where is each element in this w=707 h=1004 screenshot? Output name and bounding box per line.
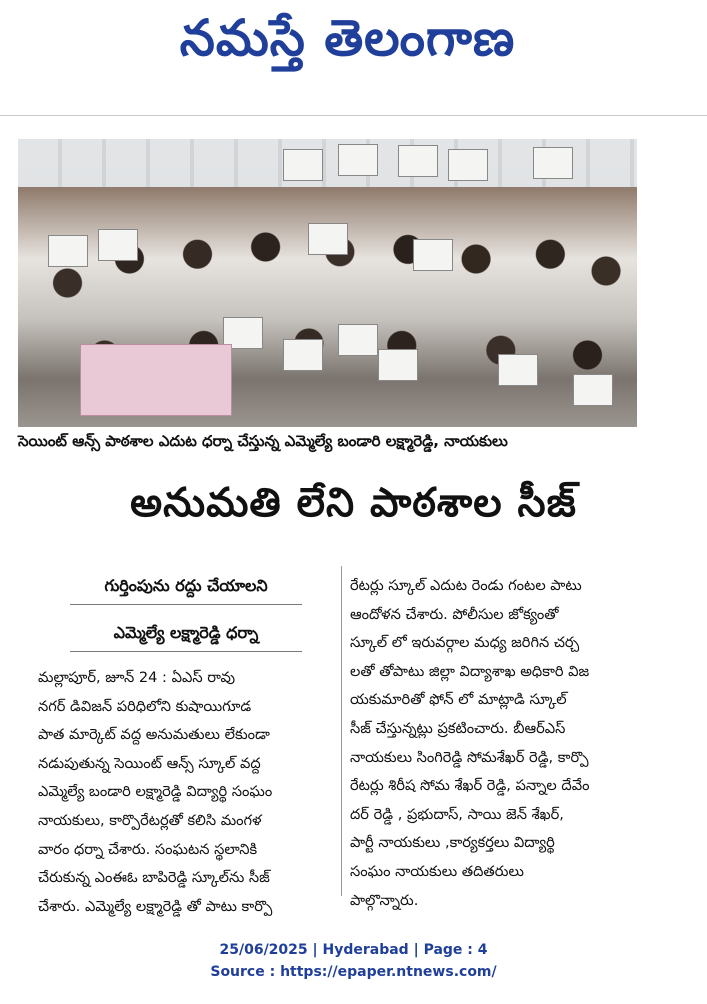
party-banner [80, 344, 232, 416]
masthead [0, 0, 707, 88]
left-body-text [38, 664, 334, 921]
body-line: నడుపుతున్న సెయింట్ ఆన్స్ స్కూల్ వద్ద [38, 754, 261, 772]
body-line: యకుమారితో ఫోన్ లో మాట్లాడి స్కూల్ [350, 691, 567, 709]
body-line: చేశారు. ఎమ్మెల్యే లక్ష్మారెడ్డి తో పాటు కార్పొ [38, 897, 273, 915]
placard [448, 149, 488, 181]
body-line: ఎమ్మెల్యే బండారి లక్ష్మారెడ్డి విద్యార్థి సంఘం [38, 783, 273, 801]
body-line: నాయకులు సింగిరెడ్డి సోమశేఖర్ రెడ్డి, కార్పొ [350, 748, 589, 766]
article-subhead [38, 570, 334, 652]
footer-date-edition: 25/06/2025 | Hyderabad | Page : 4 [219, 942, 488, 958]
placard [413, 239, 453, 271]
article-left-column [38, 570, 334, 921]
placard [378, 349, 418, 381]
placard [48, 235, 88, 267]
subhead-underline [70, 651, 302, 652]
body-line: పాత మార్కెట్ వద్ద అనుమతులు లేకుండా [38, 726, 270, 744]
placard [308, 223, 348, 255]
subhead-line-2: ఎమ్మెల్యే లక్ష్మారెడ్డి ధర్నా [113, 623, 259, 642]
article-headline: అనుమతి లేని పాఠశాల సీజ్ [130, 480, 577, 526]
placard [398, 145, 438, 177]
body-line: నాయకులు, కార్పొరేటర్లతో కలిసి మంగళ [38, 811, 262, 829]
placard [533, 147, 573, 179]
column-divider [341, 566, 342, 896]
subhead-line-1: గుర్తింపును రద్దు చేయాలని [104, 576, 268, 595]
placard [283, 149, 323, 181]
body-line: నగర్ డివిజన్ పరిధిలోని కుషాయిగూడ [38, 697, 252, 715]
footer-source: Source : https://epaper.ntnews.com/ [210, 964, 497, 980]
body-line: సంఘం నాయకులు తదితరులు [350, 862, 524, 880]
body-line: రేటర్లు శిరీష సోమ శేఖర్ రెడ్డి, పన్నాల దేవేం [350, 777, 590, 795]
protest-photo [18, 139, 637, 427]
body-line: మల్లాపూర్, జూన్ 24 : ఏఎస్ రావు [38, 669, 236, 686]
body-line: రేటర్లు స్కూల్ ఎదుట రెండు గంటల పాటు [350, 577, 582, 594]
placard [338, 324, 378, 356]
photo-caption: సెయింట్ ఆన్స్ పాఠశాల ఎదుట ధర్నా చేస్తున్న ఎమ్మెల్యే బండారి లక్ష్మారెడ్డి, నాయకులు [18, 432, 508, 450]
body-line: చేరుకున్న ఎంఈఓ బాపిరెడ్డి స్కూల్‌ను సీజ్ [38, 869, 270, 887]
body-line: స్కూల్ లో ఇరువర్గాల మధ్య జరిగిన చర్చ [350, 634, 580, 652]
body-line: పార్టీ నాయకులు ,కార్యకర్తలు విద్యార్థి [350, 834, 555, 852]
placard [498, 354, 538, 386]
placard [98, 229, 138, 261]
subhead-underline [70, 604, 302, 605]
body-line: వారం ధర్నా చేశారు. సంఘటన స్థలానికి [38, 840, 258, 858]
placard [283, 339, 323, 371]
placard [338, 144, 378, 176]
body-line: సీజ్ చేస్తున్నట్లు ప్రకటించారు. బీఆర్ఎస్ [350, 719, 566, 737]
page-footer [0, 938, 707, 982]
body-line: పాల్గొన్నారు. [350, 891, 419, 909]
right-body-text [350, 572, 640, 915]
body-line: లతో తోపాటు జిల్లా విద్యాశాఖ అధికారి విజ [350, 662, 590, 680]
article-right-column [350, 572, 640, 915]
masthead-divider [0, 115, 707, 116]
body-line: ఆందోళన చేశారు. పోలీసుల జోక్యంతో [350, 605, 559, 623]
placard [573, 374, 613, 406]
body-line: దర్ రెడ్డి , ప్రభుదాస్, సాయి జెన్ శేఖర్, [350, 805, 564, 823]
newspaper-title: నమస్తే తెలంగాణ [179, 8, 516, 67]
